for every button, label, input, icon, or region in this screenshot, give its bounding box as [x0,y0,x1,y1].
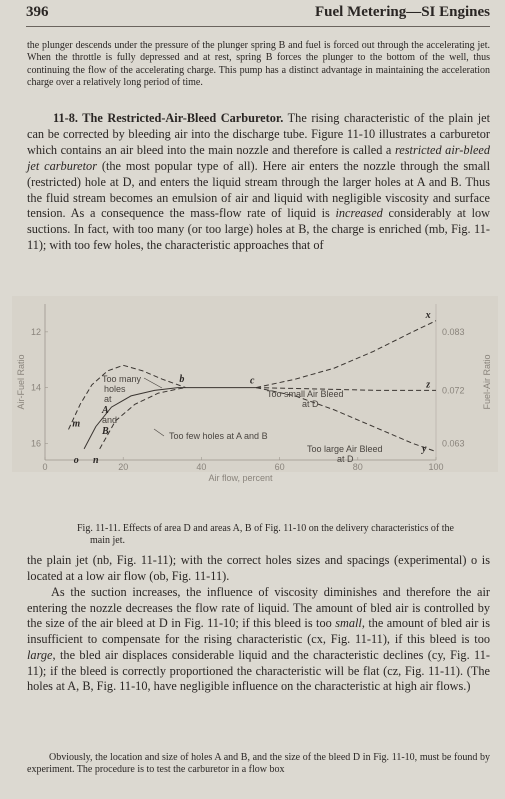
point-label-o: o [73,454,79,466]
section-emphasis-1: restricted air-bleed jet carburetor [27,142,491,173]
suction-emphasis-large: large [27,647,53,662]
x-tick-label: 40 [196,462,207,472]
section-text-1: The rising characteristic of the plain jet can be corrected by bleeding air into the discharge tube. Figure 11-10 illustrates a carburetor which contains an air bleed into the main nozzle and therefore is called a [27,111,491,157]
point-label-z: z [426,379,431,391]
y-tick-label: 12 [30,326,41,337]
section-text-3: considerably at low suctions. In fact, with too many (or too large) holes at B, the charge is enriched (mb, Fig. 11-11); with too few holes, the characteristic approaches that of [27,206,491,253]
x-tick-label: 0 [42,462,48,472]
annotation-too-large-line-2: at D [337,454,354,464]
closing-paragraph: Obviously, the location and size of holes A and B, and the size of the bleed D in Fig. 11-10, must be found by experiment. The procedure is to test the carburetor in a flow box [27,752,490,776]
x-tick-label: 60 [274,462,285,472]
annotation-too-many-line-4: A [102,405,109,416]
point-label-x: x [425,309,431,321]
section-emphasis-2: increased [335,206,383,221]
section-text-2: (the most popular type of all). Here air enters the nozzle through the small (restricted) hole at D, and enters the liquid stream through the larger holes at A and B. Thus the fluid stream becomes an emulsion of air and liquid with negligible viscosity and surface tension. As a consequence the mass-flow rate of liquid is [27,158,490,221]
point-label-m: m [72,418,81,430]
page-header [26,4,490,26]
annotation-too-few: Too few holes at A and B [169,431,268,441]
suction-text-3: , the bled air displaces considerable liquid and the characteristic declines (cy, Fig. 11-11); if the bleed is correctly proportioned the characteristic will be flat (cz, Fig. 11-11). (The holes at A, B, Fig. 11-10, have negligible influence on the characteristic at high air flows.) [27,647,490,694]
figure-chart [12,296,498,483]
page-number: 396 [26,4,49,20]
section-heading: 11-8. The Restricted-Air-Bleed Carburetor. [53,111,284,125]
right-axis-label: Fuel-Air Ratio [482,354,492,410]
x-tick-label: 100 [428,462,444,472]
x-tick-label: 20 [118,462,129,472]
annotation-too-small-line-1: Too small Air Bleed [267,389,344,399]
point-label-y: y [422,443,427,455]
suction-text-1: As the suction increases, the influence of viscosity diminishes and therefore the air entering the nozzle decreases the flow rate of liquid. The amount of bled air is controlled by the size of the air bleed at D in Fig. 11-10; if this bleed is too [27,585,490,631]
header-rule [26,26,490,27]
intro-paragraph: the plunger descends under the pressure of the plunger spring B and fuel is forced out through the accelerating jet. When the throttle is fully depressed and at rest, spring B forces the plunger to the bottom of the well, thus continuing the flow of the accelerating charge. This pump has a distinct advantage in maintaining the acceleration charge over a relatively long period of time. [27,40,490,88]
y-axis-label: Air-Fuel Ratio [16,354,26,410]
right-tick-label: 0.063 [442,438,465,449]
annotation-too-many-line-6: B [102,426,109,437]
right-tick-label: 0.083 [442,326,465,337]
figure-caption: Fig. 11-11. Effects of area D and areas A, B of Fig. 11-10 on the delivery characteristics of the main jet. [77,523,454,547]
point-label-c: c [250,375,255,387]
suction-paragraph [27,585,490,695]
point-label-n: n [93,454,99,466]
point-label-b: b [179,374,185,385]
annotation-too-many-line-3: at [104,394,112,404]
y-tick-label: 16 [30,438,41,449]
x-axis-label: Air flow, percent [208,473,273,483]
x-tick-label: 80 [352,462,363,472]
annotation-too-large-line-1: Too large Air Bleed [307,444,383,454]
section-paragraph [27,111,490,254]
suction-emphasis-small: small [335,616,362,631]
running-head: Fuel Metering—SI Engines [315,4,490,20]
annotation-too-many-line-1: Too many [102,374,142,384]
continuation-paragraph: the plain jet (nb, Fig. 11-11); with the correct holes sizes and spacings (experimental) o is located at a low air flow (ob, Fig. 11-11). [27,553,490,583]
annotation-too-small-line-2: at D [302,399,319,409]
annotation-too-many-line-5: and [102,415,118,425]
y-tick-label: 14 [30,382,41,393]
annotation-too-many-line-2: holes [104,384,126,394]
right-tick-label: 0.072 [442,385,465,396]
suction-text-2: , the amount of bled air is insufficient to compensate for the rising characteristic (cx, Fig. 11-11), if this bleed is too [27,616,491,647]
